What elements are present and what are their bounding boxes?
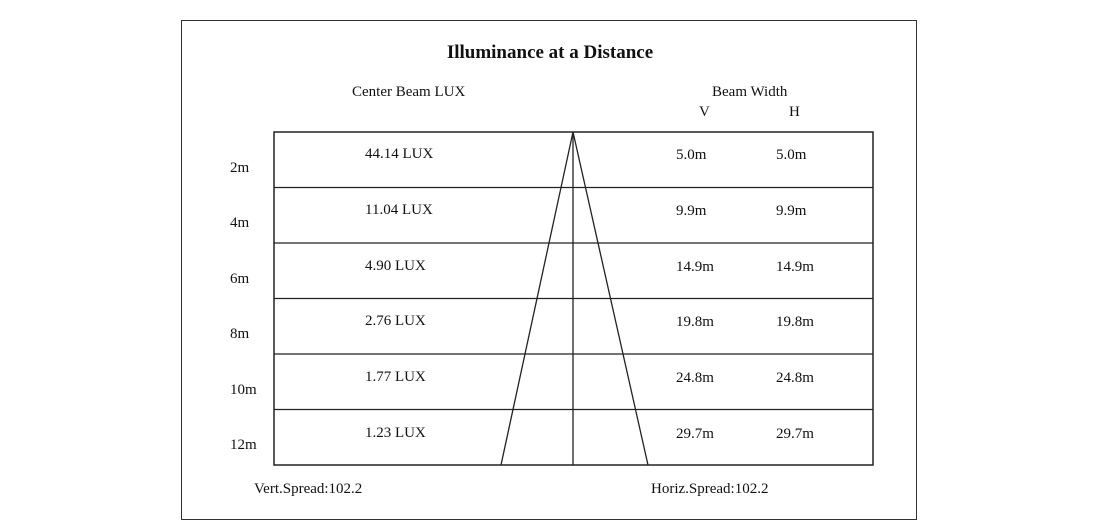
lux-value: 44.14 LUX — [365, 146, 434, 162]
beam-width-h: 19.8m — [776, 314, 814, 330]
distance-label: 4m — [230, 215, 250, 231]
distance-label: 8m — [230, 326, 250, 342]
horiz-spread-label: Horiz.Spread:102.2 — [651, 481, 769, 497]
distance-label: 6m — [230, 271, 250, 287]
beam-width-h: 24.8m — [776, 370, 814, 386]
beam-width-h: 14.9m — [776, 259, 814, 275]
distance-label: 2m — [230, 160, 250, 176]
beam-width-v: 9.9m — [676, 203, 707, 219]
lux-value: 4.90 LUX — [365, 258, 426, 274]
diagram-title: Illuminance at a Distance — [446, 42, 654, 63]
beam-width-h: 29.7m — [776, 426, 814, 442]
lux-value: 1.23 LUX — [365, 425, 426, 441]
lux-value: 11.04 LUX — [365, 202, 433, 218]
beam-width-h: 9.9m — [776, 203, 807, 219]
lux-value: 2.76 LUX — [365, 313, 426, 329]
lux-value: 1.77 LUX — [365, 369, 426, 385]
center-beam-header: Center Beam LUX — [352, 84, 466, 100]
h-column-label: H — [789, 104, 800, 120]
beam-width-h: 5.0m — [776, 147, 807, 163]
beam-width-v: 24.8m — [676, 370, 714, 386]
beam-width-v: 14.9m — [676, 259, 714, 275]
beam-width-v: 5.0m — [676, 147, 707, 163]
vert-spread-label: Vert.Spread:102.2 — [254, 481, 363, 497]
distance-label: 10m — [230, 382, 257, 398]
beam-width-header: Beam Width — [712, 84, 788, 100]
beam-width-v: 29.7m — [676, 426, 714, 442]
beam-width-v: 19.8m — [676, 314, 714, 330]
v-column-label: V — [699, 104, 710, 120]
distance-label: 12m — [230, 437, 257, 453]
